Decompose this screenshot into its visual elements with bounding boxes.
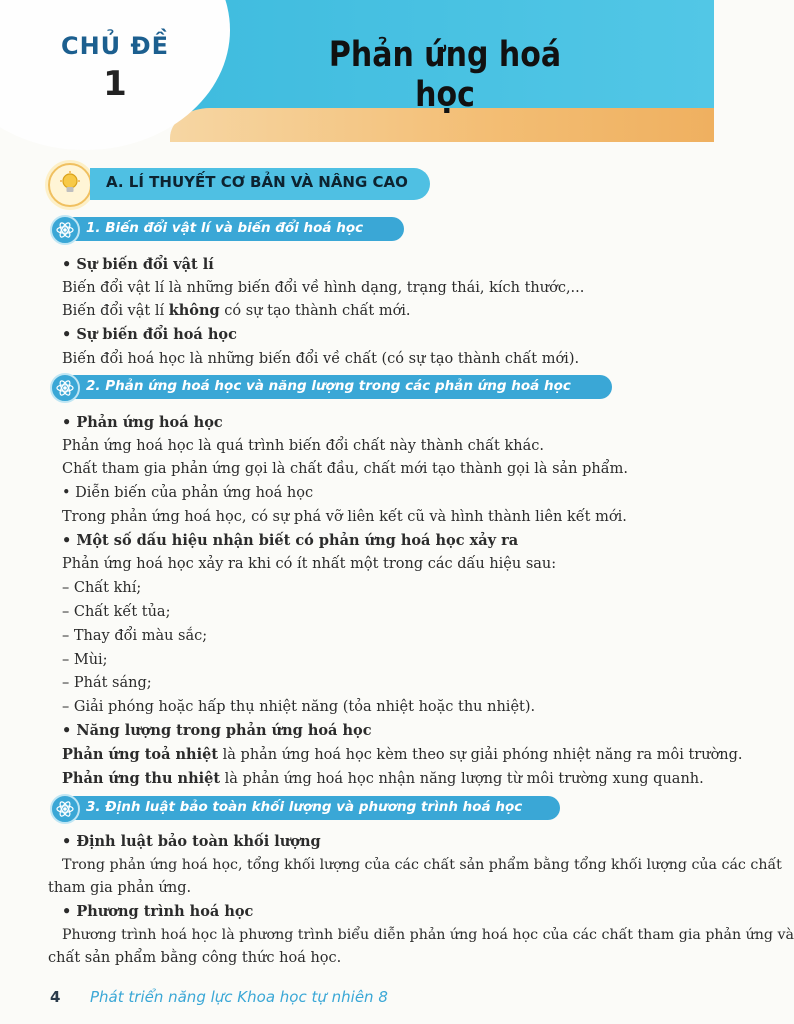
list-item: – Chất khí; (62, 580, 142, 596)
law-text-line-1: Trong phản ứng hoá học, tổng khối lượng của các chất sản phẩm bằng tổng khối lượng của các chất (62, 857, 782, 873)
progress-heading: • Diễn biến của phản ứng hoá học (62, 485, 314, 501)
reaction-reactants: Chất tham gia phản ứng gọi là chất đầu, chất mới tạo thành gọi là sản phẩm. (62, 461, 628, 477)
chemical-heading: • Sự biến đổi hoá học (62, 326, 237, 343)
chapter-number: 1 (103, 64, 127, 104)
equation-heading: • Phương trình hoá học (62, 903, 254, 920)
list-item: – Phát sáng; (62, 675, 152, 691)
section-a-heading: A. LÍ THUYẾT CƠ BẢN VÀ NÂNG CAO (90, 168, 430, 200)
atom-icon (50, 373, 80, 403)
signs-intro: Phản ứng hoá học xảy ra khi có ít nhất một trong các dấu hiệu sau: (62, 556, 557, 572)
law-heading: • Định luật bảo toàn khối lượng (62, 833, 321, 850)
list-item: – Chất kết tủa; (62, 604, 171, 620)
atom-icon (50, 794, 80, 824)
reaction-definition: Phản ứng hoá học là quá trình biến đổi chất này thành chất khác. (62, 438, 544, 454)
endothermic-definition: Phản ứng thu nhiệt là phản ứng hoá học nhận năng lượng từ môi trường xung quanh. (62, 770, 704, 787)
signs-heading: • Một số dấu hiệu nhận biết có phản ứng hoá học xảy ra (62, 532, 519, 549)
chapter-title: Phản ứng hoá học (328, 34, 562, 116)
book-title: Phát triển năng lực Khoa học tự nhiên 8 (90, 988, 388, 1006)
lightbulb-icon (48, 163, 92, 207)
list-item: – Thay đổi màu sắc; (62, 628, 208, 644)
physical-definition: Biến đổi vật lí là những biến đổi về hình dạng, trạng thái, kích thước,... (62, 280, 585, 296)
physical-heading: • Sự biến đổi vật lí (62, 256, 214, 273)
equation-text-line-2: chất sản phẩm bằng công thức hoá học. (48, 950, 342, 966)
law-text-line-2: tham gia phản ứng. (48, 880, 192, 896)
reaction-heading: • Phản ứng hoá học (62, 414, 223, 431)
energy-heading: • Năng lượng trong phản ứng hoá học (62, 722, 372, 739)
atom-icon (50, 215, 80, 245)
chemical-definition: Biến đổi hoá học là những biến đổi về chất (có sự tạo thành chất mới). (62, 351, 580, 367)
physical-note: Biến đổi vật lí không có sự tạo thành chất mới. (62, 302, 411, 319)
chapter-label: CHỦ ĐỀ (60, 32, 170, 60)
equation-text-line-1: Phương trình hoá học là phương trình biểu diễn phản ứng hoá học của các chất tham gia phản ứng và (62, 927, 794, 943)
list-item: – Giải phóng hoặc hấp thụ nhiệt năng (tỏa nhiệt hoặc thu nhiệt). (62, 699, 536, 715)
exothermic-definition: Phản ứng toả nhiệt là phản ứng hoá học kèm theo sự giải phóng nhiệt năng ra môi trường. (62, 746, 743, 763)
page-number: 4 (50, 988, 61, 1006)
progress-definition: Trong phản ứng hoá học, có sự phá vỡ liên kết cũ và hình thành liên kết mới. (62, 509, 627, 525)
list-item: – Mùi; (62, 652, 108, 668)
